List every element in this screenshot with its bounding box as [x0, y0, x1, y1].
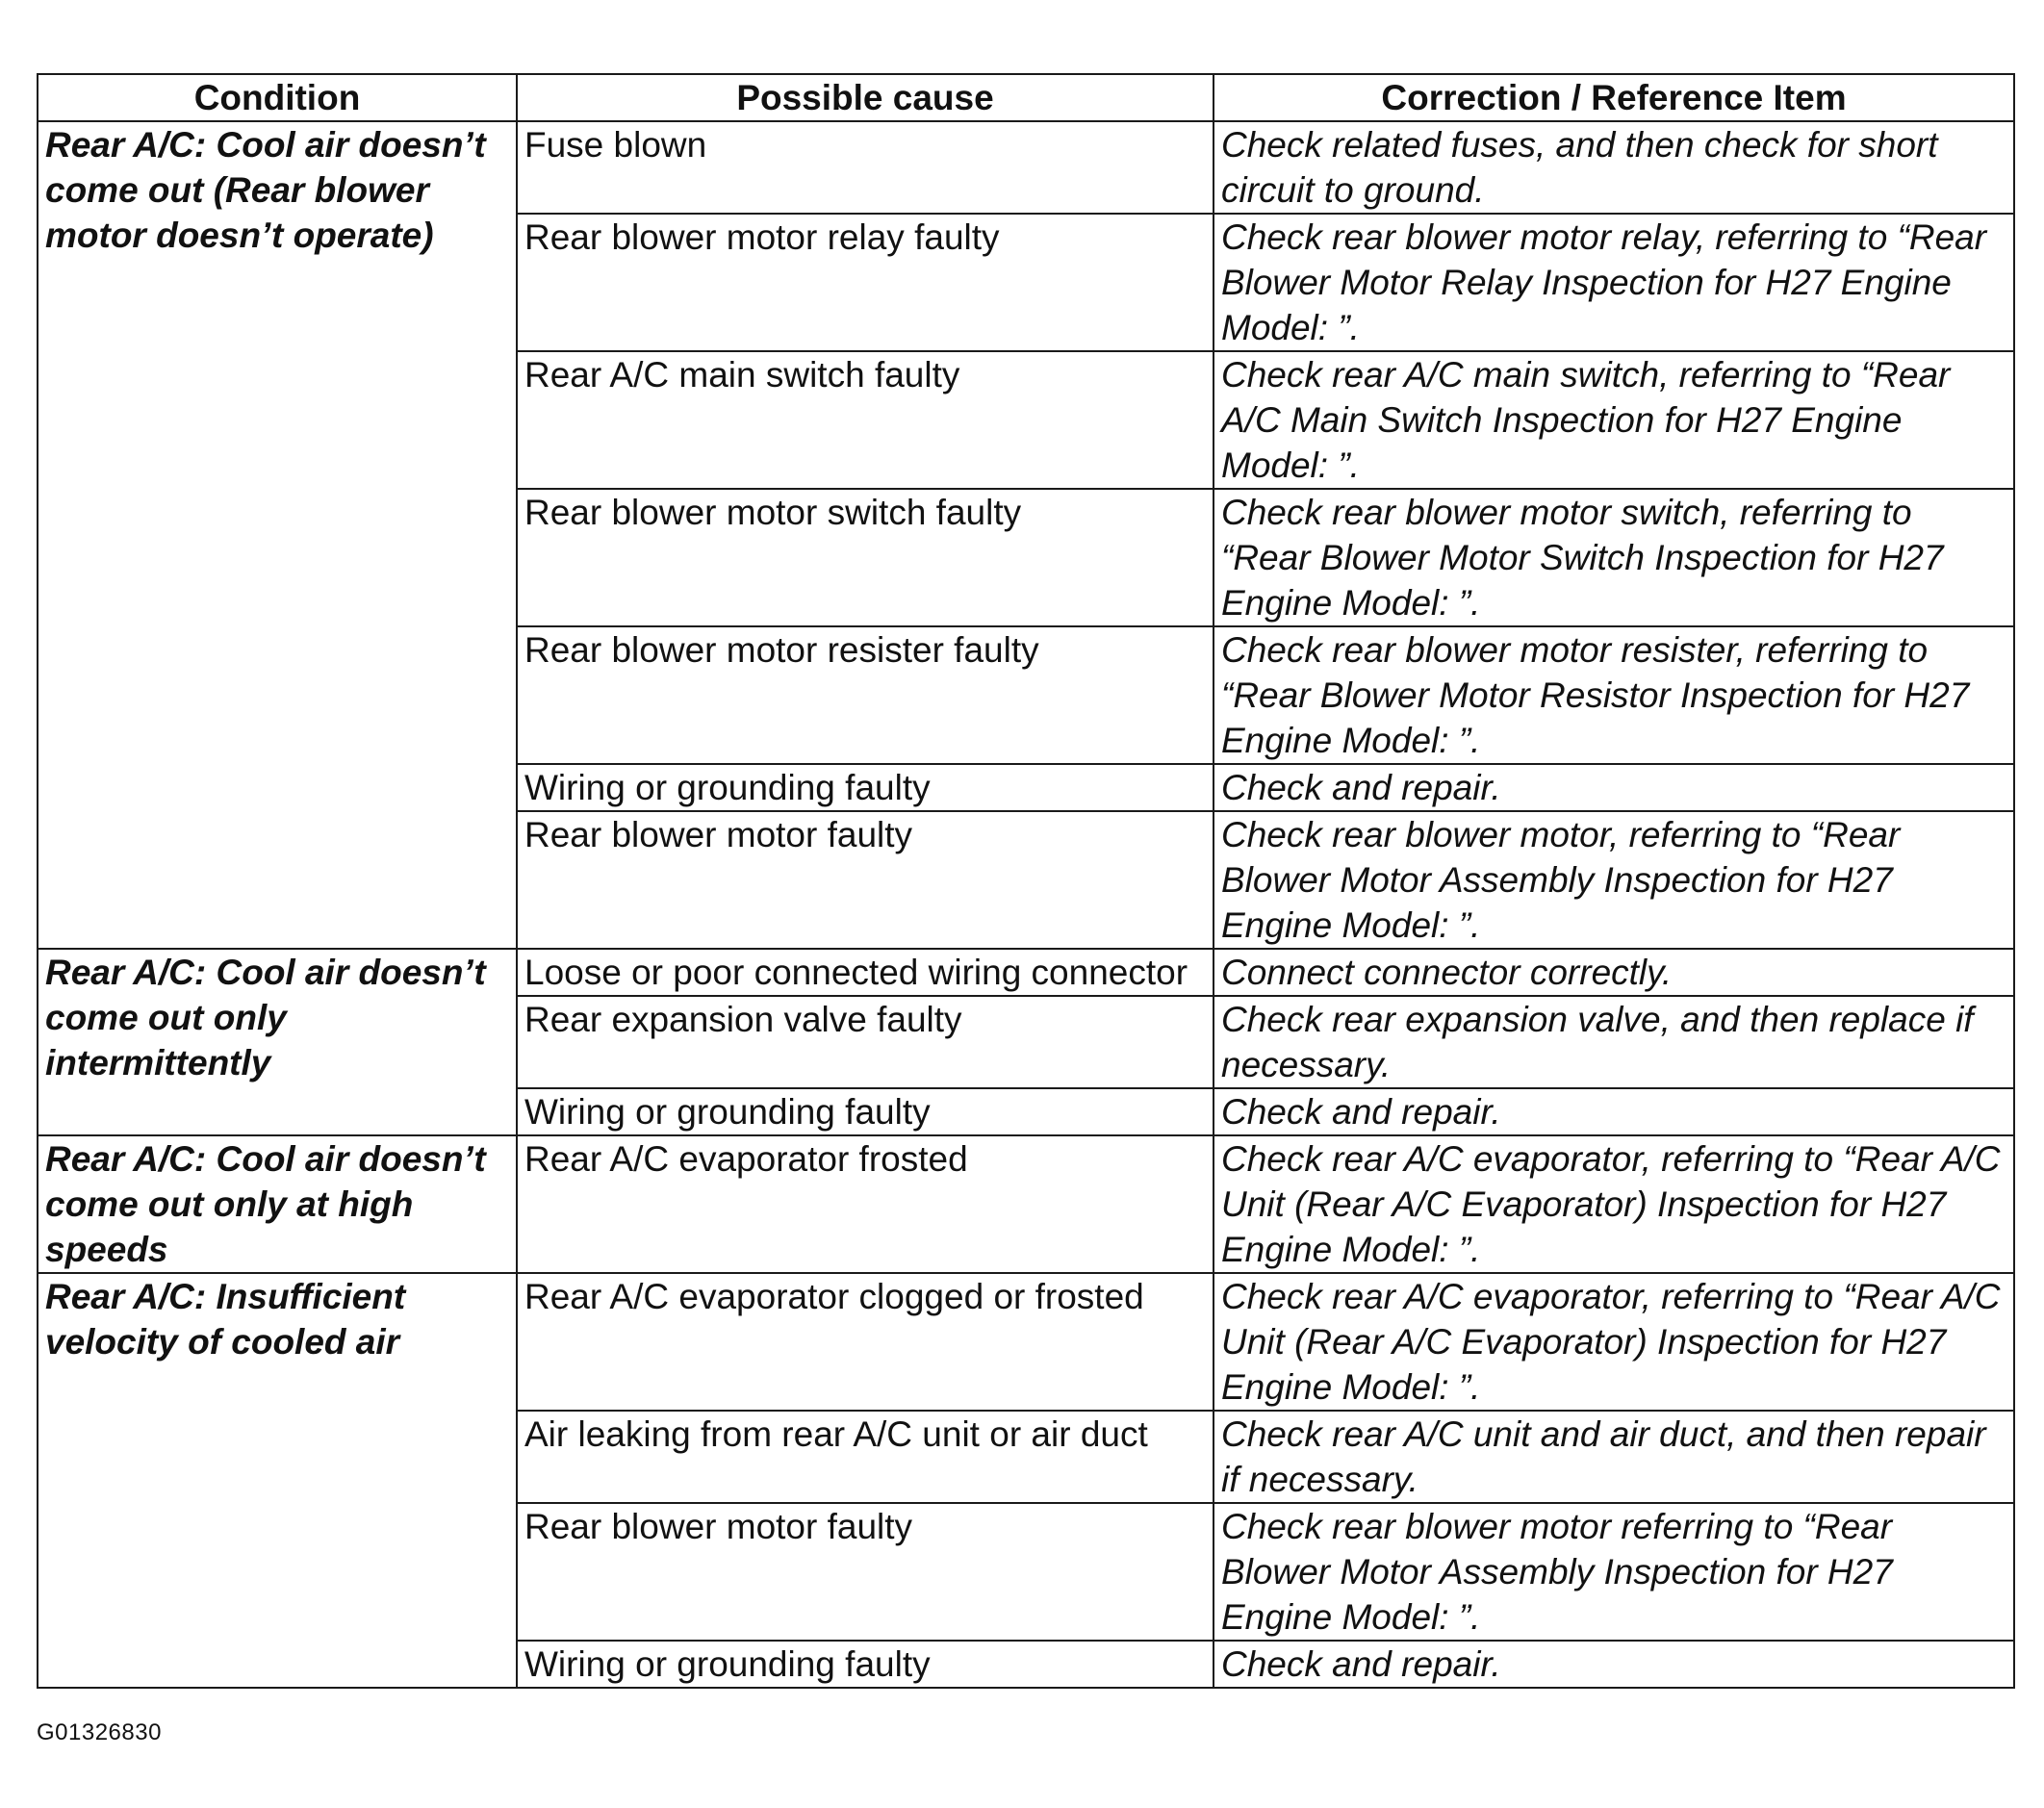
- correction-cell: Check rear blower motor switch, referring to “Rear Blower Motor Switch Inspection for H27 Engine Model: ”.: [1214, 489, 2014, 626]
- table-header: [38, 74, 2014, 121]
- correction-cell: Check and repair.: [1214, 1641, 2014, 1688]
- correction-cell: Check rear expansion valve, and then replace if necessary.: [1214, 996, 2014, 1088]
- table-row: [38, 121, 2014, 214]
- condition-cell: Rear A/C: Cool air doesn’t come out only intermittently: [38, 949, 517, 1135]
- cause-cell: Rear A/C main switch faulty: [517, 351, 1214, 489]
- table-row: [38, 1273, 2014, 1411]
- correction-cell: Check rear blower motor referring to “Rear Blower Motor Assembly Inspection for H27 Engine Model: ”.: [1214, 1503, 2014, 1641]
- correction-cell: Check and repair.: [1214, 764, 2014, 811]
- cause-cell: Fuse blown: [517, 121, 1214, 214]
- cause-cell: Wiring or grounding faulty: [517, 1641, 1214, 1688]
- table-body: [38, 121, 2014, 1688]
- cause-cell: Rear blower motor relay faulty: [517, 214, 1214, 351]
- cause-cell: Loose or poor connected wiring connector: [517, 949, 1214, 996]
- correction-cell: Check rear blower motor resister, referring to “Rear Blower Motor Resistor Inspection for H27 Engine Model: ”.: [1214, 626, 2014, 764]
- troubleshooting-table: [37, 73, 2015, 1689]
- cause-cell: Rear A/C evaporator clogged or frosted: [517, 1273, 1214, 1411]
- correction-cell: Check related fuses, and then check for short circuit to ground.: [1214, 121, 2014, 214]
- correction-cell: Check rear blower motor relay, referring to “Rear Blower Motor Relay Inspection for H27 Engine Model: ”.: [1214, 214, 2014, 351]
- correction-cell: Check rear blower motor, referring to “Rear Blower Motor Assembly Inspection for H27 Engine Model: ”.: [1214, 811, 2014, 949]
- cause-cell: Rear blower motor faulty: [517, 811, 1214, 949]
- cause-cell: Rear expansion valve faulty: [517, 996, 1214, 1088]
- figure-id: G01326830: [37, 1719, 162, 1745]
- cause-cell: Rear A/C evaporator frosted: [517, 1135, 1214, 1273]
- correction-cell: Check and repair.: [1214, 1088, 2014, 1135]
- correction-cell: Check rear A/C evaporator, referring to “Rear A/C Unit (Rear A/C Evaporator) Inspection for H27 Engine Model: ”.: [1214, 1135, 2014, 1273]
- cause-cell: Air leaking from rear A/C unit or air duct: [517, 1411, 1214, 1503]
- correction-cell: Check rear A/C main switch, referring to “Rear A/C Main Switch Inspection for H27 Engine Model: ”.: [1214, 351, 2014, 489]
- condition-cell: Rear A/C: Insufficient velocity of cooled air: [38, 1273, 517, 1688]
- cause-cell: Wiring or grounding faulty: [517, 764, 1214, 811]
- header-possible-cause: Possible cause: [517, 74, 1214, 121]
- cause-cell: Rear blower motor faulty: [517, 1503, 1214, 1641]
- header-correction: Correction / Reference Item: [1214, 74, 2014, 121]
- correction-cell: Connect connector correctly.: [1214, 949, 2014, 996]
- cause-cell: Rear blower motor resister faulty: [517, 626, 1214, 764]
- condition-cell: Rear A/C: Cool air doesn’t come out only at high speeds: [38, 1135, 517, 1273]
- cause-cell: Wiring or grounding faulty: [517, 1088, 1214, 1135]
- header-row: [38, 74, 2014, 121]
- table-row: [38, 1135, 2014, 1273]
- table-row: [38, 949, 2014, 996]
- header-condition: Condition: [38, 74, 517, 121]
- condition-cell: Rear A/C: Cool air doesn’t come out (Rear blower motor doesn’t operate): [38, 121, 517, 949]
- cause-cell: Rear blower motor switch faulty: [517, 489, 1214, 626]
- correction-cell: Check rear A/C unit and air duct, and then repair if necessary.: [1214, 1411, 2014, 1503]
- correction-cell: Check rear A/C evaporator, referring to “Rear A/C Unit (Rear A/C Evaporator) Inspection for H27 Engine Model: ”.: [1214, 1273, 2014, 1411]
